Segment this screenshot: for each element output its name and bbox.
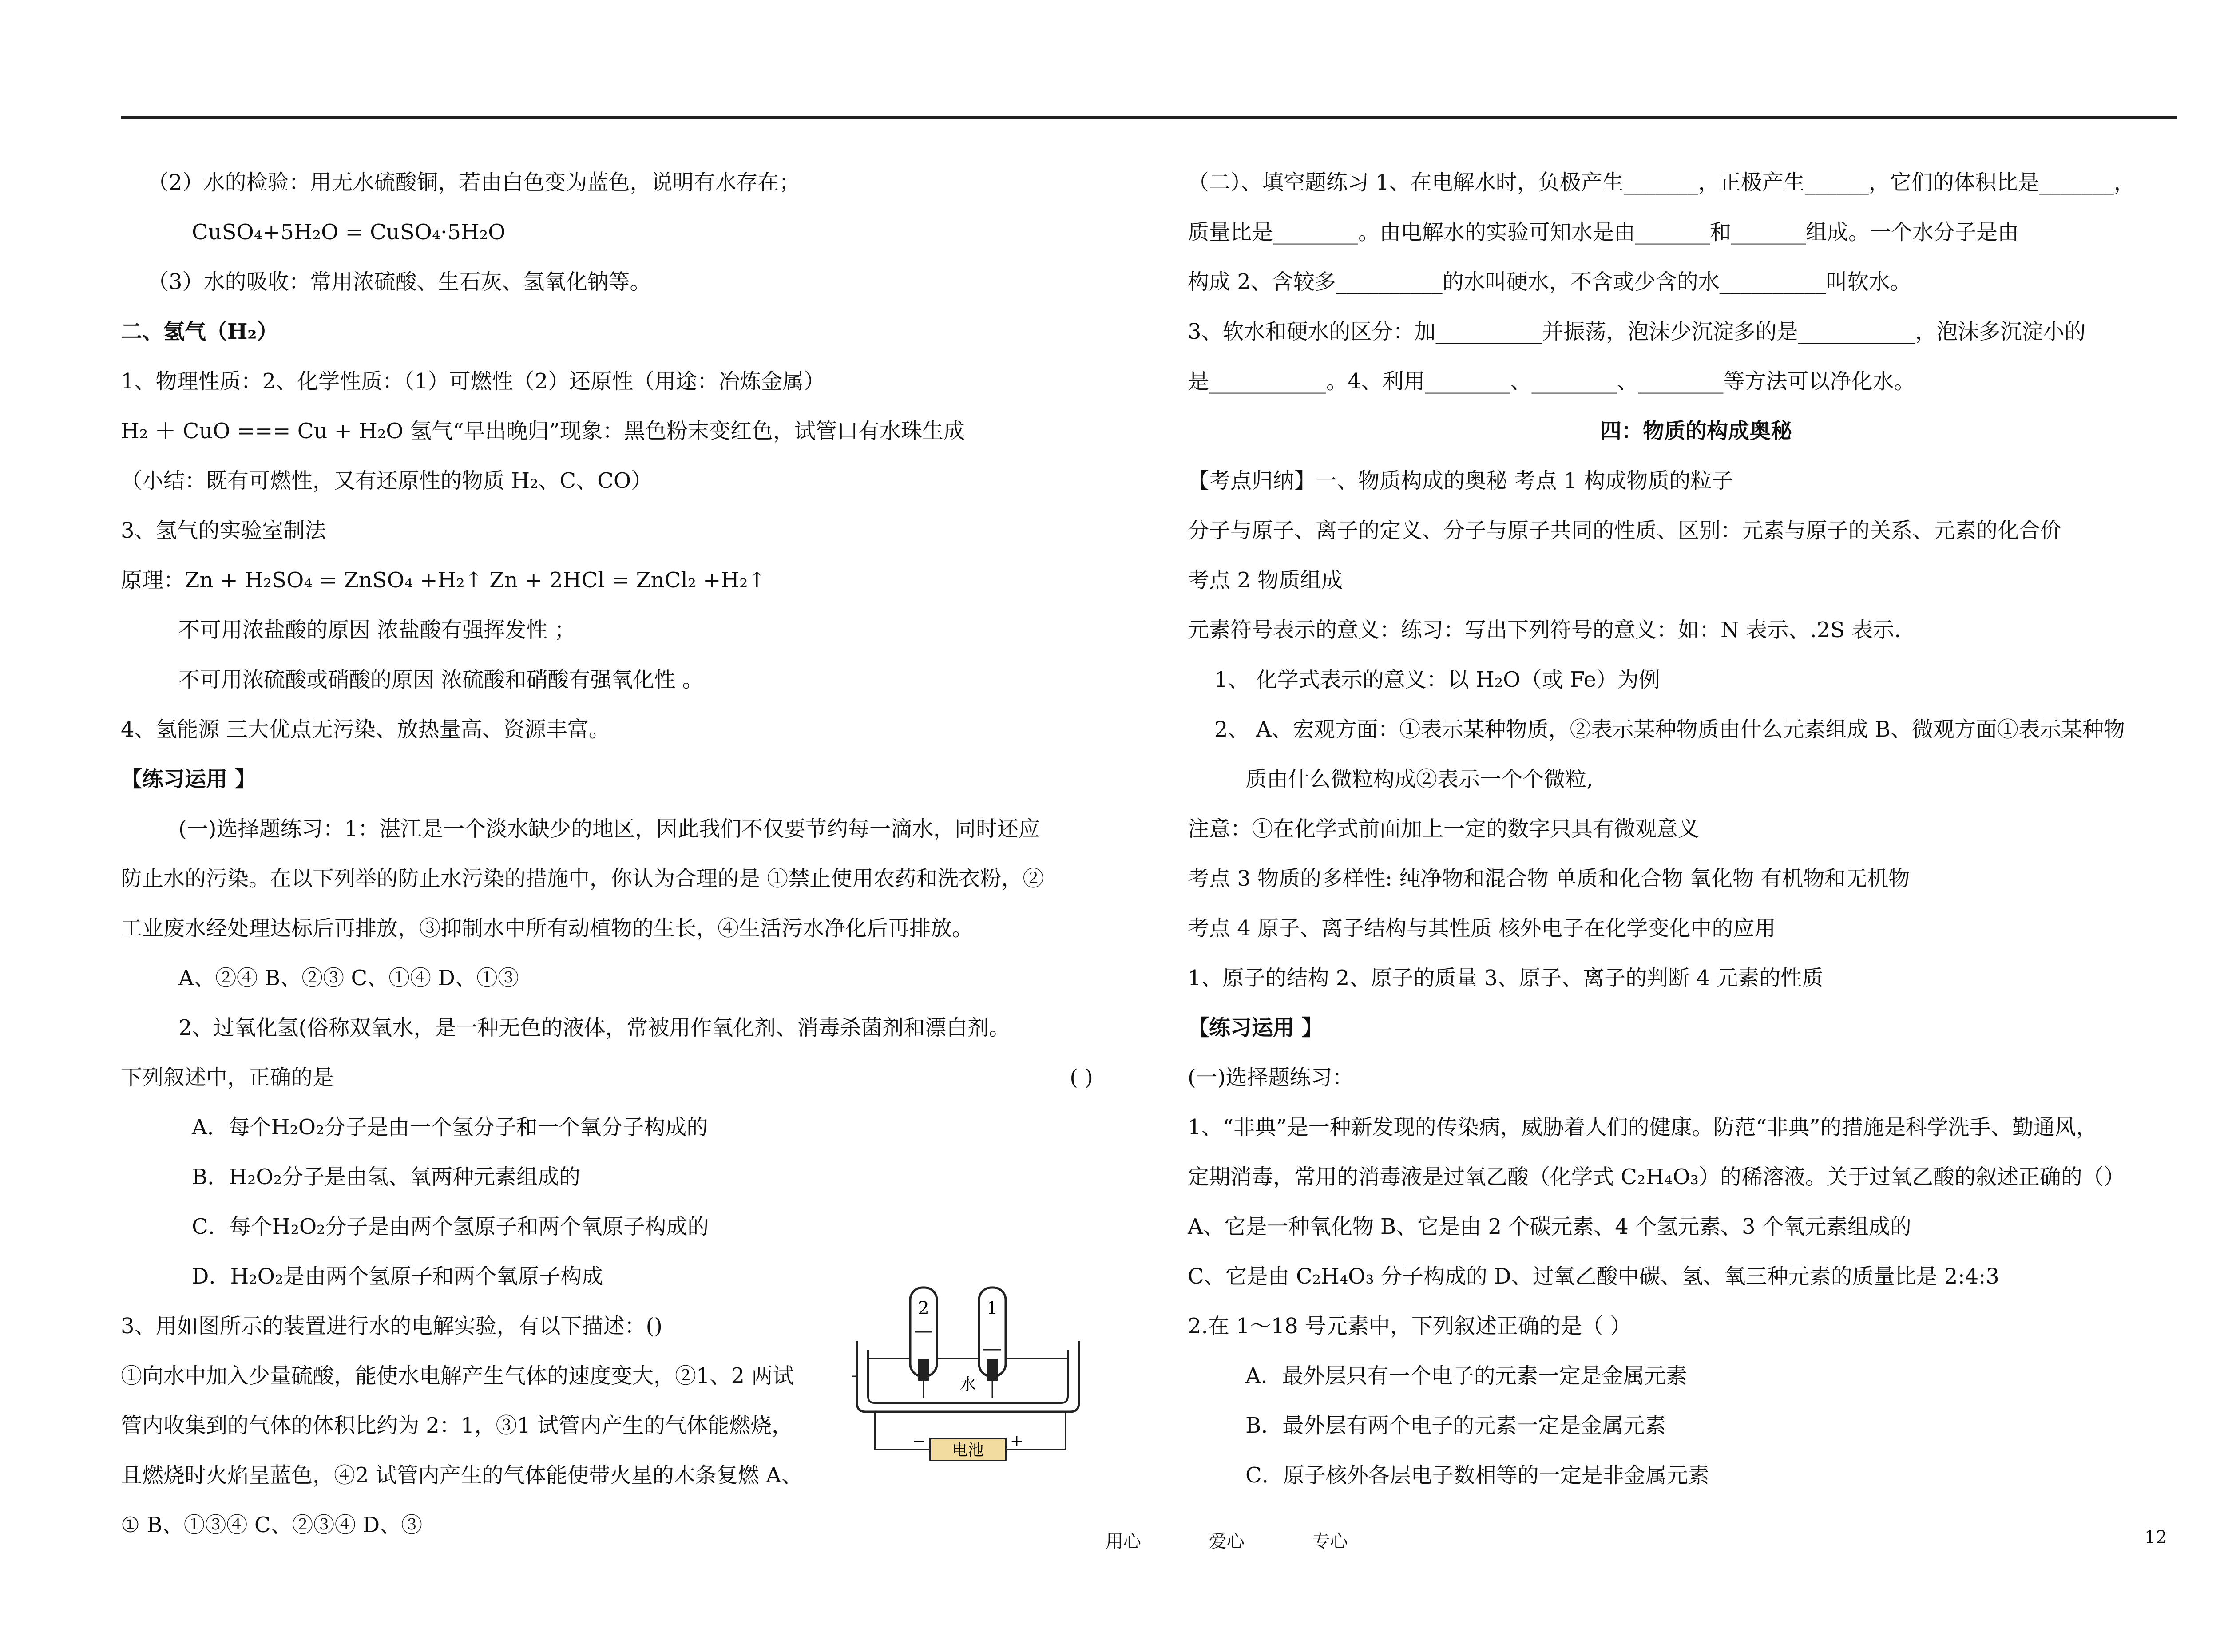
answer-option: A．最外层只有一个电子的元素一定是金属元素 [1245,1363,1687,1388]
text-line: （小结：既有可燃性，又有还原性的物质 H₂、C、CO） [121,468,653,493]
text-line: 4、氢能源 三大优点无污染、放热量高、资源丰富。 [121,717,610,742]
answer-option: A．每个H₂O₂分子是由一个氢分子和一个氧分子构成的 [192,1115,708,1140]
text-line: 考点 3 物质的多样性: 纯净物和混合物 单质和化合物 氧化物 有机物和无机物 [1188,866,1910,891]
fill-in-line: 是___________。4、利用________、________、________等方法可以净化水。 [1188,369,1915,394]
text-line: 考点 2 物质组成 [1188,568,1343,593]
fill-in-line: 3、软水和硬水的区分：加__________并振荡，泡沫少沉淀多的是___________，泡沫多沉淀小的 [1188,319,2086,344]
plus-sign: + [1010,1432,1024,1450]
text-line: (一)选择题练习： [1188,1065,1354,1090]
tube-label: 1 [987,1298,998,1319]
answer-options: ① B、①③④ C、②③④ D、③ [121,1513,423,1537]
text-line: 分子与原子、离子的定义、分子与原子共同的性质、区别：元素与原子的关系、元素的化合价 [1188,518,2062,543]
equation-line: CuSO₄+5H₂O = CuSO₄·5H₂O [192,220,506,245]
text-line: 3、氢气的实验室制法 [121,518,326,543]
text-line: 质由什么微粒构成②表示一个个微粒, [1245,767,1594,792]
footer-motto [1106,1527,1410,1553]
question-stem: 下列叙述中，正确的是 [121,1065,334,1090]
text-line: （3）水的吸收：常用浓硫酸、生石灰、氢氧化钠等。 [147,269,651,294]
answer-option: B．H₂O₂分子是由氢、氧两种元素组成的 [192,1165,580,1189]
motto-word: 用心 [1106,1531,1141,1552]
section-heading: 四：物质的构成奥秘 [1600,419,1792,444]
answer-bracket: ( ) [1070,1065,1093,1090]
answer-option: B．最外层有两个电子的元素一定是金属元素 [1245,1413,1666,1438]
text-line: 1、原子的结构 2、原子的质量 3、原子、离子的判断 4 元素的性质 [1188,966,1824,990]
answer-options: C、它是由 C₂H₄O₃ 分子构成的 D、过氧乙酸中碳、氢、氧三种元素的质量比是 2:4:3 [1188,1264,1999,1289]
question-text: ①向水中加入少量硫酸，能使水电解产生气体的速度变大，②1、2 两试 [121,1363,794,1388]
page-number: 12 [2145,1527,2167,1548]
page-footer [0,1527,2220,1563]
text-line: 1、 化学式表示的意义：以 H₂O（或 Fe）为例 [1214,667,1660,692]
practice-heading: 【练习运用 】 [1188,1015,1323,1040]
question-text: 管内收集到的气体的体积比约为 2：1，③1 试管内产生的气体能燃烧， [121,1413,793,1438]
question-text: (一)选择题练习：1：湛江是一个淡水缺少的地区，因此我们不仅要节约每一滴水，同时还应 [178,816,1040,841]
question-text: 3、用如图所示的装置进行水的电解实验，有以下描述：() [121,1314,662,1339]
equation-line: 原理：Zn + H₂SO₄ = ZnSO₄ +H₂↑ Zn + 2HCl = ZnCl₂ +H₂↑ [121,568,766,593]
tube-label: 2 [918,1298,929,1319]
text-line: （2）水的检验：用无水硫酸铜，若由白色变为蓝色，说明有水存在； [147,170,801,195]
header-rule [121,116,2177,119]
motto-word: 爱心 [1209,1531,1245,1552]
question-text: 且燃烧时火焰呈蓝色，④2 试管内产生的气体能使带火星的木条复燃 A、 [121,1463,803,1488]
fill-in-line: 构成 2、含较多__________的水叫硬水，不含或少含的水__________叫软水。 [1188,269,1911,294]
equation-line: H₂ ＋ CuO === Cu + H₂O 氢气“早出晚归”现象：黑色粉末变红色，试管口有水珠生成 [121,419,965,444]
question-text: 2.在 1～18 号元素中，下列叙述正确的是（ ） [1188,1314,1632,1339]
text-line: 元素符号表示的意义：练习：写出下列符号的意义：如：N 表示、.2S 表示. [1188,618,1901,642]
text-line: 注意：①在化学式前面加上一定的数字只具有微观意义 [1188,816,1700,841]
motto-word: 专心 [1312,1531,1348,1552]
section-heading: 二、氢气（H₂） [121,319,278,344]
right-column [1188,158,2204,1500]
electrolysis-apparatus-figure [852,1279,1083,1461]
text-line: 考点 4 原子、离子结构与其性质 核外电子在化学变化中的应用 [1188,916,1776,941]
question-text: 工业废水经处理达标后再排放，③抑制水中所有动植物的生长，④生活污水净化后再排放。 [121,916,974,941]
text-line: 2、 A、宏观方面：①表示某种物质，②表示某种物质由什么元素组成 B、微观方面①表示某种物 [1214,717,2125,742]
answer-option: D．H₂O₂是由两个氢原子和两个氧原子构成 [192,1264,603,1289]
fill-in-line: （二）、填空题练习 1、在电解水时，负极产生_______，正极产生______，它们的体积比是_______， [1188,170,2135,195]
question-text: 1、“非典”是一种新发现的传染病，威胁着人们的健康。防范“非典”的措施是科学洗手、勤通风， [1188,1115,2097,1140]
text-line: 不可用浓盐酸的原因 浓盐酸有强挥发性 ； [178,618,576,642]
fill-in-line: 质量比是________。由电解水的实验可知水是由_______和_______组成。一个水分子是由 [1188,220,2019,245]
practice-heading: 【练习运用 】 [121,767,256,792]
question-text: 定期消毒，常用的消毒液是过氧乙酸（化学式 C₂H₄O₃）的稀溶液。关于过氧乙酸的叙述正确的（） [1188,1165,2125,1189]
answer-option: C．原子核外各层电子数相等的一定是非金属元素 [1245,1463,1709,1488]
question-text [121,1053,1155,1102]
text-line: 【考点归纳】一、物质构成的奥秘 考点 1 构成物质的粒子 [1188,468,1733,493]
answer-option: C．每个H₂O₂分子是由两个氢原子和两个氧原子构成的 [192,1214,709,1239]
answer-options: A、②④ B、②③ C、①④ D、①③ [178,966,519,990]
text-line: 不可用浓硫酸或硝酸的原因 浓硫酸和硝酸有强氧化性 。 [178,667,704,692]
text-line: 1、物理性质：2、化学性质：（1）可燃性（2）还原性（用途：冶炼金属） [121,369,825,394]
water-label: 水 [959,1375,976,1394]
answer-options: A、它是一种氧化物 B、它是由 2 个碳元素、4 个氢元素、3 个氧元素组成的 [1188,1214,1911,1239]
question-text: 防止水的污染。在以下列举的防止水污染的措施中，你认为合理的是 ①禁止使用农药和洗衣粉，② [121,866,1044,891]
question-text: 2、过氧化氢(俗称双氧水，是一种无色的液体，常被用作氧化剂、消毒杀菌剂和漂白剂。 [178,1015,1011,1040]
minus-sign: − [912,1432,926,1450]
battery-label: 电池 [951,1441,984,1459]
